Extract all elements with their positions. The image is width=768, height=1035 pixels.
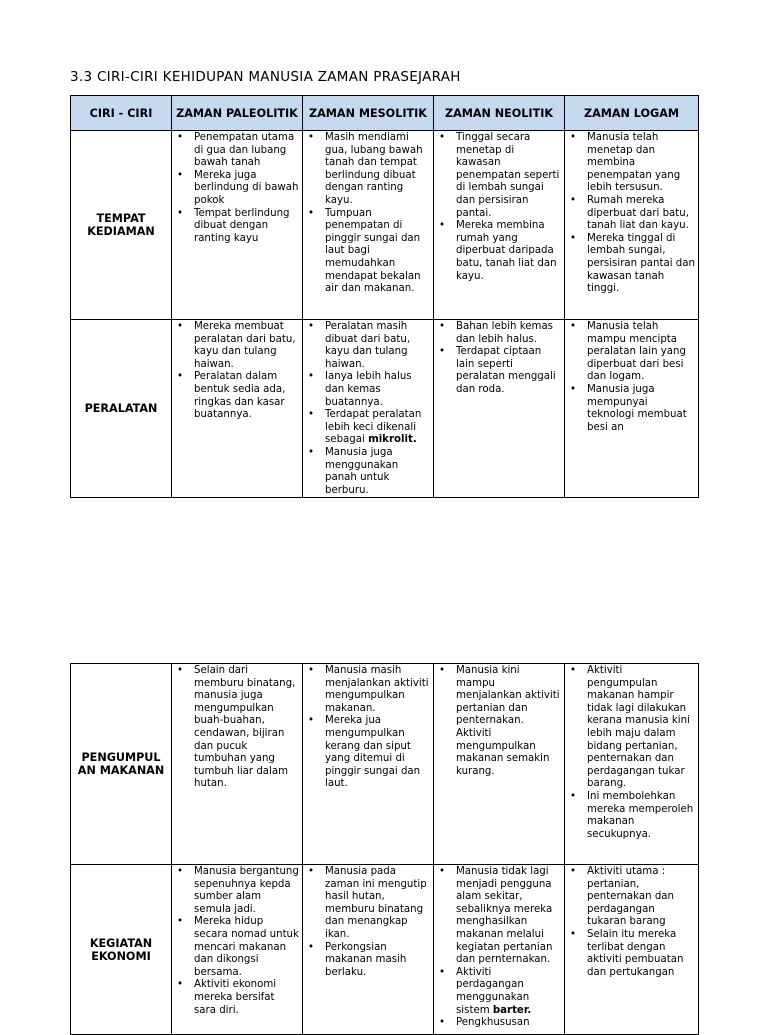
list-item: • Tempat berlindung dibuat dengan ranting kayu (172, 208, 302, 246)
header-row (71, 96, 699, 131)
list-item: • Selain itu mereka terlibat dengan aktiviti pembuatan dan pertukangan (565, 929, 698, 979)
cell-mesolitik (303, 664, 434, 865)
list-item: • Perkongsian makanan masih berlaku. (303, 942, 433, 980)
list-item: • Manusia kini mampu menjalankan aktiviti pertanian dan penternakan. Aktiviti mengumpulkan makanan semakin kurang. (434, 665, 564, 778)
cell-paleolitik (172, 131, 303, 320)
characteristics-table-bottom (70, 663, 699, 1035)
list-item (434, 967, 564, 1017)
header-paleolitik: ZAMAN PALEOLITIK (172, 96, 303, 131)
list-item: • Masih mendiami gua, lubang bawah tanah dan tempat berlindung dibuat dengan ranting kayu. (303, 132, 433, 208)
cell-mesolitik (303, 865, 434, 1035)
header-logam: ZAMAN LOGAM (565, 96, 699, 131)
list-item: • Manusia pada zaman ini mengutip hasil hutan, memburu binatang dan menangkap ikan. (303, 866, 433, 942)
cell-paleolitik (172, 664, 303, 865)
list-item: • Ini membolehkan mereka memperoleh makanan secukupnya. (565, 791, 698, 841)
list-item: • Mereka membuat peralatan dari batu, kayu dan tulang haiwan. (172, 321, 302, 371)
cell-paleolitik (172, 865, 303, 1035)
list-item: • Manusia telah menetap dan membina penempatan yang lebih tersusun. (565, 132, 698, 195)
list-item: • Mereka hidup secara nomad untuk mencari makanan dan dikongsi bersama. (172, 916, 302, 979)
list-item-text: Terdapat peralatan lebih keci dikenali sebagai (325, 409, 422, 446)
cell-neolitik (434, 865, 565, 1035)
list-item-text: Aktiviti perdagangan menggunakan sistem (456, 966, 530, 1016)
cell-paleolitik (172, 320, 303, 498)
list-item: • Rumah mereka diperbuat dari batu, tanah liat dan kayu. (565, 195, 698, 233)
bold-term: mikrolit. (368, 434, 417, 446)
list-item: • Mereka membina rumah yang diperbuat daripada batu, tanah liat dan kayu. (434, 220, 564, 283)
list-item: • Peralatan dalam bentuk sedia ada, ringkas dan kasar buatannya. (172, 371, 302, 421)
list-item: • Selain dari memburu binatang, manusia juga mengumpulkan buah-buahan, cendawan, bijiran dan pucuk tumbuhan yang tumbuh liar dalam hutan. (172, 665, 302, 791)
row-label: TEMPAT KEDIAMAN (71, 131, 172, 320)
cell-logam (565, 865, 699, 1035)
list-item: • Mereka juga berlindung di bawah pokok (172, 170, 302, 208)
list-item: • Ianya lebih halus dan kemas buatannya. (303, 371, 433, 409)
list-item: • Bahan lebih kemas dan lebih halus. (434, 321, 564, 346)
cell-logam (565, 320, 699, 498)
cell-neolitik (434, 320, 565, 498)
list-item: • Terdapat ciptaan lain seperti peralatan menggali dan roda. (434, 346, 564, 396)
row-label: PENGUMPUL AN MAKANAN (71, 664, 172, 865)
row-label: KEGIATAN EKONOMI (71, 865, 172, 1035)
list-item: • Manusia juga mempunyai teknologi membuat besi an (565, 384, 698, 434)
table-row (71, 320, 699, 498)
list-item: • Penempatan utama di gua dan lubang bawah tanah (172, 132, 302, 170)
row-label: PERALATAN (71, 320, 172, 498)
cell-neolitik (434, 131, 565, 320)
list-item: • Aktiviti ekonomi mereka bersifat sara diri. (172, 979, 302, 1017)
list-item: • Tumpuan penempatan di pinggir sungai dan laut bagi memudahkan mendapat bekalan air dan makanan. (303, 208, 433, 296)
cell-logam (565, 664, 699, 865)
list-item: • Mereka jua mengumpulkan kerang dan siput yang ditemui di pinggir sungai dan laut. (303, 715, 433, 791)
table-row (71, 131, 699, 320)
list-item: • Pengkhususan (434, 1017, 564, 1030)
cell-mesolitik (303, 131, 434, 320)
list-item: • Manusia masih menjalankan aktiviti mengumpulkan makanan. (303, 665, 433, 715)
list-item (303, 409, 433, 447)
table-row (71, 865, 699, 1035)
list-item: • Aktiviti pengumpulan makanan hampir tidak lagi dilakukan kerana manusia kini lebih maju dalam bidang pertanian, penternakan dan perdagangan tukar barang. (565, 665, 698, 791)
list-item: • Mereka tinggal di lembah sungai, persisiran pantai dan kawasan tanah tinggi. (565, 233, 698, 296)
header-neolitik: ZAMAN NEOLITIK (434, 96, 565, 131)
characteristics-table-top (70, 95, 699, 498)
bold-term: barter. (492, 1004, 532, 1016)
header-mesolitik: ZAMAN MESOLITIK (303, 96, 434, 131)
header-ciri: CIRI - CIRI (71, 96, 172, 131)
list-item: • Tinggal secara menetap di kawasan penempatan seperti di lembah sungai dan persisiran pantai. (434, 132, 564, 220)
list-item: • Peralatan masih dibuat dari batu, kayu dan tulang haiwan. (303, 321, 433, 371)
list-item: • Manusia bergantung sepenuhnya kepda sumber alam semula jadi. (172, 866, 302, 916)
cell-neolitik (434, 664, 565, 865)
list-item: • Manusia tidak lagi menjadi pengguna alam sekitar, sebaliknya mereka menghasilkan makanan melalui kegiatan pertanian dan pernternakan. (434, 866, 564, 967)
table-row (71, 664, 699, 865)
list-item: • Manusia telah mampu mencipta peralatan lain yang diperbuat dari besi dan logam. (565, 321, 698, 384)
list-item: • Manusia juga menggunakan panah untuk berburu. (303, 447, 433, 497)
list-item: • Aktiviti utama : pertanian, penternakan dan perdagangan tukaran barang (565, 866, 698, 929)
page-title: 3.3 CIRI-CIRI KEHIDUPAN MANUSIA ZAMAN PRASEJARAH (70, 69, 461, 85)
cell-mesolitik (303, 320, 434, 498)
cell-logam (565, 131, 699, 320)
